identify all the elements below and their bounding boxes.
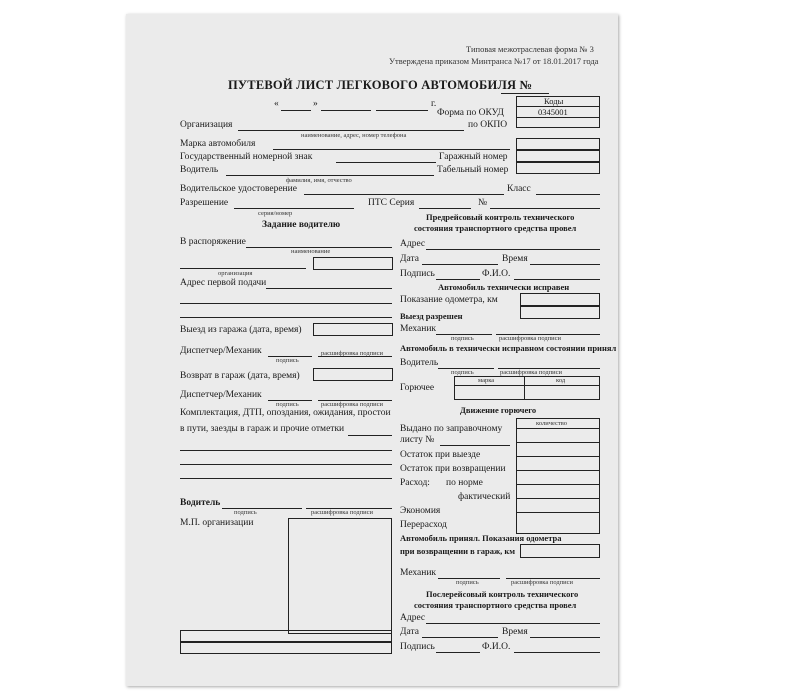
form-title: ПУТЕВОЙ ЛИСТ ЛЕГКОВОГО АВТОМОБИЛЯ № (228, 78, 533, 92)
first-address-line-3[interactable] (180, 317, 392, 318)
fuel-brand-header: марка (478, 377, 495, 384)
dispatcher-label-1: Диспетчер/Механик (180, 346, 262, 356)
okud-label: Форма по ОКУД (437, 108, 504, 118)
driver-line[interactable] (226, 175, 434, 176)
economy-label: Экономия (400, 506, 441, 516)
stamp-box (288, 518, 392, 634)
post-date-line[interactable] (422, 637, 498, 638)
fuel-label: Горючее (400, 383, 435, 393)
completion-line-2[interactable] (180, 450, 392, 451)
garage-number-label: Гаражный номер (439, 152, 508, 162)
pts-series-line[interactable] (419, 208, 471, 209)
form-type-line: Типовая межотраслевая форма № 3 (466, 44, 594, 54)
fuel-row-line-6 (516, 498, 600, 499)
driver-right-decode-hint: расшифровка подписи (500, 369, 563, 376)
mechanic-decode-hint: расшифровка подписи (499, 335, 562, 342)
car-ok-title: Автомобиль технически исправен (438, 282, 570, 292)
completion-line-3[interactable] (180, 464, 392, 465)
issued-label-2: листу № (400, 435, 435, 445)
pre-time-label: Время (502, 254, 528, 264)
accepted-label-1: Автомобиль принял. Показания одометра (400, 533, 562, 543)
car-brand-label: Марка автомобиля (180, 139, 256, 149)
issued-label-1: Выдано по заправочному (400, 424, 503, 434)
fuel-box[interactable] (454, 376, 600, 400)
codes-divider-2 (516, 117, 600, 118)
actual-label: фактический (458, 492, 511, 502)
task-title: Задание водителю (262, 220, 341, 230)
driver-bold-label: Водитель (180, 498, 221, 508)
consumption-label: Расход: (400, 478, 430, 488)
post-trip-title-1: Послерейсовый контроль технического (426, 589, 579, 599)
date-year-line[interactable] (376, 110, 428, 111)
first-address-line-2[interactable] (180, 303, 392, 304)
mechanic-label: Механик (400, 324, 437, 334)
car-accepted-ok-label: Автомобиль в технически исправном состоянии принял (400, 343, 617, 353)
class-line[interactable] (536, 194, 600, 195)
date-year-suffix: г. (431, 99, 437, 109)
driver-right-label: Водитель (400, 358, 439, 368)
pre-trip-title-1: Предрейсовый контроль технического (426, 212, 575, 222)
pre-address-label: Адрес (400, 239, 426, 249)
completion-label-1: Комплектация, ДТП, опоздания, ожидания, простои (180, 408, 391, 418)
fuel-move-title: Движение горючего (460, 405, 537, 415)
odometer-label: Показание одометра, км (400, 295, 498, 305)
by-norm-label: по норме (446, 478, 483, 488)
rest-return-label: Остаток при возвращении (400, 464, 506, 474)
dispatcher-sign-hint-1: подпись (276, 357, 299, 364)
pts-series-label: ПТС Серия (368, 198, 415, 208)
mp-org-label: М.П. организации (180, 518, 254, 528)
post-fio-label: Ф.И.О. (482, 642, 511, 652)
fuel-row-line-3 (516, 456, 600, 457)
dispatcher-sign-hint-2: подпись (276, 401, 299, 408)
dispatcher-decode-hint-1: расшифровка подписи (321, 350, 384, 357)
org-hint: организация (218, 270, 253, 277)
driver-right-sign-hint: подпись (451, 369, 474, 376)
fuel-box-vdivider (524, 376, 525, 400)
completion-label-2: в пути, заезды в гараж и прочие отметки (180, 424, 345, 434)
waybill-number-line[interactable] (501, 93, 549, 94)
fuel-code-header: код (556, 377, 566, 384)
fuel-row-line-1 (516, 428, 600, 429)
waybill-form-sheet (126, 14, 618, 686)
post-signature-label: Подпись (400, 642, 435, 652)
pre-signature-label: Подпись (400, 269, 435, 279)
organization-hint: наименование, адрес, номер телефона (301, 132, 407, 139)
post-mechanic-decode-hint: расшифровка подписи (511, 579, 574, 586)
date-month-line[interactable] (321, 110, 371, 111)
pts-number-line[interactable] (490, 208, 600, 209)
name-hint: наименование (291, 248, 331, 255)
completion-line-1[interactable] (348, 435, 392, 436)
dispatcher-label-2: Диспетчер/Механик (180, 390, 262, 400)
post-mechanic-sign-hint: подпись (456, 579, 479, 586)
leave-garage-label: Выезд из гаража (дата, время) (180, 325, 302, 335)
leave-garage-box[interactable] (313, 323, 393, 336)
permit-line[interactable] (234, 208, 354, 209)
post-fio-line[interactable] (514, 652, 600, 653)
car-brand-code-box[interactable] (516, 138, 600, 150)
pre-time-line[interactable] (530, 264, 600, 265)
at-disposal-line-2[interactable] (180, 268, 306, 269)
permit-hint: серия/номер (258, 210, 293, 217)
post-address-label: Адрес (400, 613, 426, 623)
return-odometer-box[interactable] (520, 544, 600, 558)
permit-label: Разрешение (180, 198, 229, 208)
disposal-box[interactable] (313, 257, 393, 270)
license-label: Водительское удостоверение (180, 184, 297, 194)
license-line[interactable] (304, 194, 504, 195)
state-number-label: Государственный номерной знак (180, 152, 313, 162)
okud-value: 0345001 (538, 107, 568, 117)
driver-label: Водитель (180, 165, 219, 175)
odometer-box-2[interactable] (520, 306, 600, 319)
post-date-label: Дата (400, 627, 419, 637)
fuel-row-line-4 (516, 470, 600, 471)
date-quote-close: » (313, 99, 318, 109)
odometer-box-1[interactable] (520, 293, 600, 306)
okpo-label: по ОКПО (468, 120, 508, 130)
fuel-row-line-7 (516, 512, 600, 513)
fuel-row-line-5 (516, 484, 600, 485)
return-garage-box[interactable] (313, 368, 393, 381)
bottom-left-box-2[interactable] (180, 642, 392, 654)
dispatcher-decode-hint-2: расшифровка подписи (321, 401, 384, 408)
pre-signature-line[interactable] (436, 279, 480, 280)
completion-line-4[interactable] (180, 478, 392, 479)
date-quote-open: « (274, 99, 279, 109)
tab-number-box[interactable] (516, 162, 600, 174)
post-signature-line[interactable] (436, 652, 480, 653)
accepted-label-2: при возвращении в гараж, км (400, 546, 516, 556)
driver-sign-hint: подпись (234, 509, 257, 516)
pre-date-label: Дата (400, 254, 419, 264)
fuel-box-divider (454, 385, 600, 386)
tab-number-label: Табельный номер (437, 165, 509, 175)
class-label: Класс (507, 184, 531, 194)
mechanic-sign-hint: подпись (451, 335, 474, 342)
first-address-line[interactable] (266, 288, 392, 289)
driver-decode-hint: расшифровка подписи (311, 509, 374, 516)
post-time-line[interactable] (530, 637, 600, 638)
state-number-line[interactable] (336, 162, 436, 163)
rest-exit-label: Остаток при выезде (400, 450, 481, 460)
post-address-line[interactable] (426, 623, 600, 624)
codes-header: Коды (544, 96, 564, 106)
fuel-quantity-header: количество (536, 420, 568, 427)
at-disposal-label: В распоряжение (180, 237, 246, 247)
exit-allowed-label: Выезд разрешен (400, 311, 463, 321)
pre-address-line[interactable] (426, 249, 600, 250)
bottom-left-box-1[interactable] (180, 630, 392, 642)
pre-fio-label: Ф.И.О. (482, 269, 511, 279)
return-garage-label: Возврат в гараж (дата, время) (180, 371, 300, 381)
garage-number-box[interactable] (516, 150, 600, 162)
fuel-quantity-table (516, 418, 600, 534)
date-day-line[interactable] (281, 110, 311, 111)
organization-label: Организация (180, 120, 233, 130)
organization-line[interactable] (238, 130, 464, 131)
first-address-label: Адрес первой подачи (180, 278, 267, 288)
approval-line: Утверждена приказом Минтранса №17 от 18.01.2017 года (389, 56, 599, 66)
driver-hint: фамилия, имя, отчество (286, 177, 352, 184)
pre-date-line[interactable] (422, 264, 498, 265)
pre-trip-title-2: состояния транспортного средства провел (414, 223, 577, 233)
car-brand-line[interactable] (273, 149, 510, 150)
fuel-row-line-2 (516, 442, 600, 443)
overrun-label: Перерасход (400, 520, 447, 530)
post-mechanic-label: Механик (400, 568, 437, 578)
post-time-label: Время (502, 627, 528, 637)
pre-fio-line[interactable] (514, 279, 600, 280)
pts-number-sign: № (478, 198, 488, 208)
issued-line[interactable] (440, 445, 510, 446)
post-trip-title-2: состояния транспортного средства провел (414, 600, 577, 610)
